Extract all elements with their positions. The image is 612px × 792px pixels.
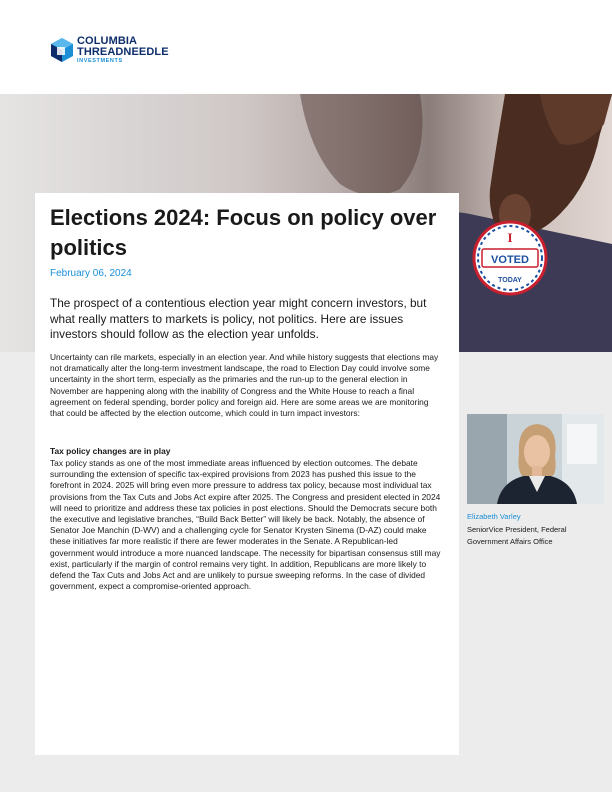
sticker-text-today: TODAY: [498, 277, 522, 284]
article-title: Elections 2024: Focus on policy over politics: [50, 205, 437, 260]
section-heading: Tax policy changes are in play: [50, 446, 171, 456]
brand-logo[interactable]: [49, 36, 169, 65]
article-date: February 06, 2024: [50, 268, 132, 279]
author-role: SeniorVice President, Federal Government Affairs Office: [467, 525, 567, 546]
header: [0, 0, 612, 94]
sticker-text-i: I: [507, 230, 513, 245]
section-body: Tax policy stands as one of the most immediate areas influenced by election outcomes. The debate surrounding the extension of specific tax-expired provisions from 2023 has pushed this issue to the forefront in 2024. 2025 will bring even more pressure to address tax policy, because most individual tax provisions from the Tax Cuts and Jobs Act expire after 2025. The Congress and president elected in 2024 will need to prioritize and address these tax policies in post elections. Should the Democrats secure both the executive and legislative branches, “Build Back Better” will likely be back. Notably, the absence of Senator Joe Manchin (D-WV) and a challenging cycle for Senator Krysten Sinema (D-AZ) could make these initiatives far more realistic if there are fewer moderates in the Senate. A Republican-led government would introduce a more nuanced landscape. The necessity for bipartisan consensus still may exist, particularly if the margin of control remains very tight. In addition, Republicans are more likely to defend the Tax Cuts and Jobs Act and are unlikely to pursue sweeping reforms. In the case of divided government, expect a compromise-oriented approach.: [50, 458, 441, 592]
brand-mark-icon: [49, 37, 75, 63]
author-photo: [467, 414, 604, 504]
author-name: Elizabeth Varley: [467, 512, 521, 521]
i-voted-sticker: [474, 222, 546, 294]
article-intro: Uncertainty can rile markets, especially in an election year. And while history suggests that elections may not dramatically alter the long-term investment landscape, the road to Election Day could involve some uncertainty in the short term, especially as the primaries and the run-up to the general election in November are happening along with the inability of Congress and the White House to reach a final agreement on federal spending, border policy and foreign aid. Here are some areas we are monitoring that could be affected by the election outcome, which could in turn impact investors:: [50, 352, 439, 419]
brand-tagline: INVESTMENTS: [77, 58, 123, 64]
sticker-text-voted: VOTED: [491, 254, 529, 266]
article-lead: The prospect of a contentious election year might concern investors, but what really matters to markets is policy, not politics. Here are issues investors should follow as the election year unfolds.: [50, 296, 427, 341]
brand-name-line1: COLUMBIA: [77, 35, 138, 47]
brand-name-line2: THREADNEEDLE: [77, 46, 169, 58]
